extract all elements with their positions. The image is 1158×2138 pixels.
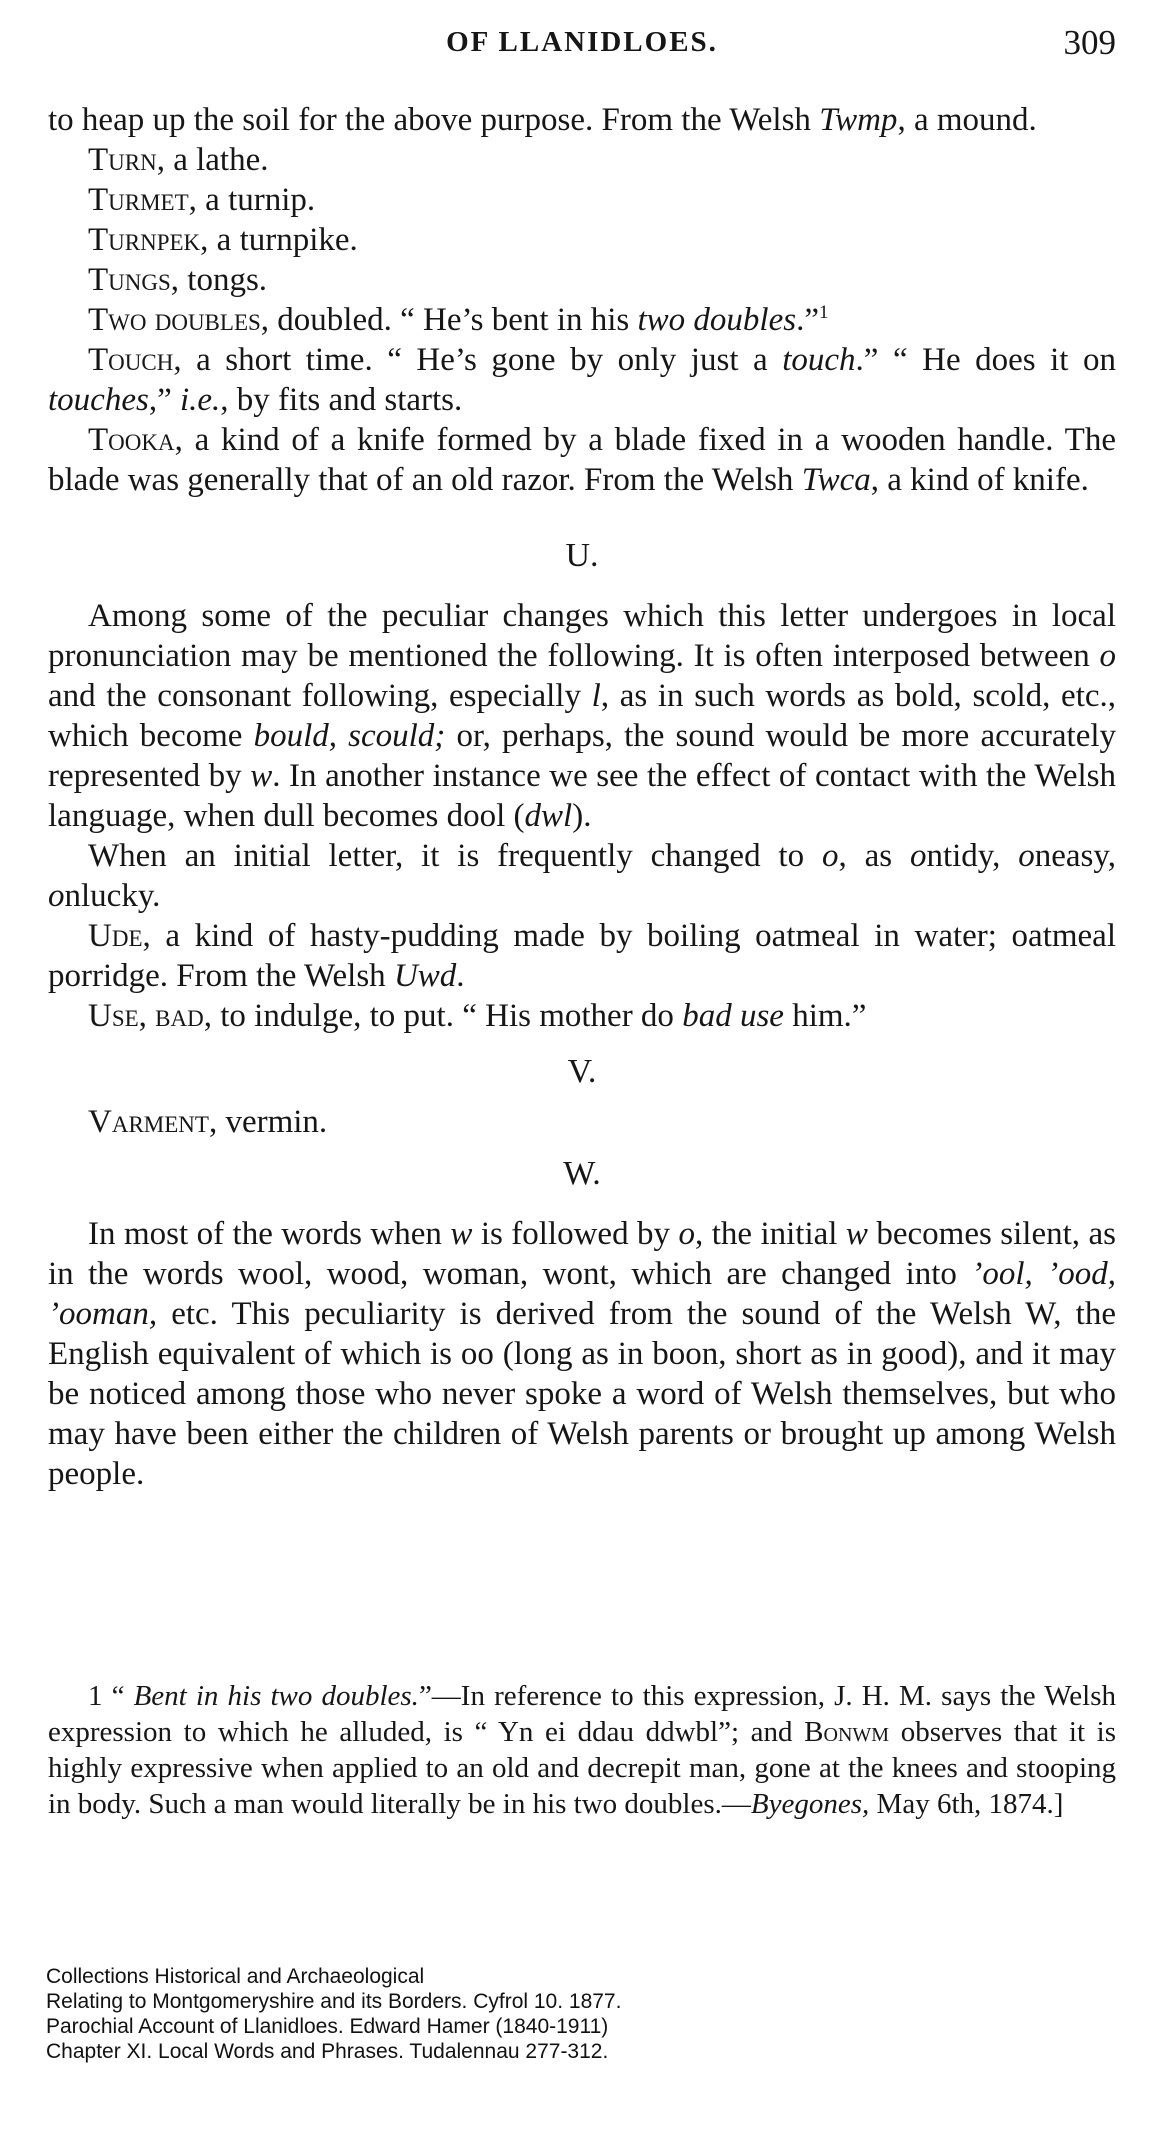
italic-run: Twca [801,462,871,498]
headword: Use, bad [88,998,204,1034]
text-run: Among some of the peculiar changes which this letter undergoes in local pronunciation may be mentioned the following. It is often interposed between [48,598,1116,674]
text-run: May 6th, 1874.] [869,1788,1064,1820]
text-run: to heap up the soil for the above purpose. [48,102,594,138]
definition: , a turnpike. [200,222,358,258]
text-run: When an initial letter, it is frequently changed to [88,838,822,874]
text-run: ). [572,798,592,834]
text-run: , a kind of hasty-pudding made by boiling oatmeal in water; oatmeal porridge. From the Welsh [48,918,1116,994]
italic-run: Bent in his two doubles. [133,1680,419,1712]
running-title: OF LLANIDLOES. [446,26,718,58]
entry-two-doubles [48,300,1116,340]
text-run: , by fits and starts. [220,382,463,418]
text-run: is followed by [472,1216,679,1252]
italic-run: w [250,758,273,794]
section-heading-u: U. [565,537,599,574]
entry-ude [48,916,1116,996]
entry-turnpek [48,220,1116,260]
footnote-ref: 1 [819,302,829,323]
body-text [48,100,1116,1494]
definition: , doubled. “ He’s bent in his [260,302,638,338]
italic-run: bould, scould; [253,718,446,754]
paragraph-w [48,1214,1116,1494]
text-run: becomes silent, as in the words wool, wood, woman, wont, which are changed into [48,1216,1116,1292]
text-run: .” “ He does it on [855,342,1116,378]
entry-turmet [48,180,1116,220]
text-run: ”—In reference to this expression, J. H. M. says the Welsh expression to which he alluded, is “ Yn ei ddau ddwbl”; and [48,1680,1116,1748]
text-run: nlucky. [64,878,161,914]
italic-run: Byegones, [750,1788,870,1820]
italic-run: o [821,838,839,874]
italic-run: touch [782,342,856,378]
footnote-1 [48,1678,1116,1822]
text-run: neasy, [1034,838,1116,874]
text-run: , a short time. “ He’s gone by only just a [173,342,783,378]
headword: Tooka [88,422,175,458]
text-run: “ [102,1680,134,1712]
section-heading-v: V. [567,1053,597,1090]
italic-run: l [591,678,601,714]
italic-run: o [48,878,65,914]
headword: Varment [88,1104,209,1140]
page-header [48,23,1116,66]
text-run: ntidy, [926,838,1019,874]
text-run: etc. This peculiarity is derived from the sound of the Welsh W, the English equivalent of which is oo (long as in boon, short as in good), and it may be noticed among those who never spoke a word of Welsh themselves, but who may have been either the children of Welsh parents or brought up among Welsh people. [48,1296,1116,1492]
paragraph-u-initial [48,836,1116,916]
entry-tooka [48,420,1116,500]
headword: Turn [88,142,157,178]
text-run: , the initial [695,1216,846,1252]
text-run: or, perhaps, the sound would be more accurately represented by [48,718,1117,794]
italic-run: Uwd [393,958,457,994]
headword: Turmet [88,182,189,218]
italic-run: two doubles [637,302,797,338]
page-number: 309 [1063,23,1116,62]
text-run: From the Welsh [593,102,820,138]
entry-turn [48,140,1116,180]
entry-varment [48,1102,1116,1142]
section-heading-w: W. [563,1155,601,1192]
text-run: , to indulge, to put. “ His mother do [203,998,683,1034]
headword: Turnpek [88,222,201,258]
italic-run: dwl [524,798,573,834]
paragraph-u-changes [48,596,1116,836]
italic-run: o [1018,838,1035,874]
text-run: .” [796,302,819,338]
caption-line: Collections Historical and Archaeological [46,1965,425,1988]
source-caption [46,1964,621,2064]
text-run: , as [838,838,910,874]
italic-run: touches [48,382,149,418]
text-run: observes that it is highly expressive when applied to an old and decrepit man, gone at the knees and stooping in body. Such a man would literally be in his two doubles.— [48,1716,1116,1820]
text-run: ,” [148,382,180,418]
italic-run: i.e. [179,382,221,418]
text-run: , a kind of a knife formed by a blade fixed in a wooden handle. The blade was generally that of an old razor. From the Welsh [48,422,1116,498]
small-caps-run: Bonwm [804,1716,890,1748]
text-run: and the consonant following, especially [48,678,592,714]
headword: Ude [88,918,143,954]
italic-run: o [909,838,927,874]
footnote-mark: 1 [88,1680,103,1712]
text-run: . In another instance we see the effect of contact with the Welsh language, when dull becomes dool ( [48,758,1116,834]
definition: , tongs. [170,262,268,298]
text-run: him.” [783,998,867,1034]
headword: Two doubles [88,302,261,338]
entry-use-bad [48,996,1116,1036]
italic-run: Twmp [819,102,898,138]
definition: , vermin. [208,1104,328,1140]
entry-tungs [48,260,1116,300]
text-run: , as in such words as bold, scold, etc., which become [48,678,1117,754]
text-run: . [456,958,465,994]
text-run: , a mound. [897,102,1037,138]
italic-run: w [450,1216,473,1252]
italic-run: bad use [682,998,784,1034]
caption-line: Parochial Account of Llanidloes. Edward Hamer (1840-1911) [46,2015,609,2038]
caption-line: Chapter XI. Local Words and Phrases. Tudalennau 277-312. [46,2040,609,2063]
entry-touch [48,340,1116,420]
caption-line: Relating to Montgomeryshire and its Borders. Cyfrol 10. 1877. [46,1990,622,2013]
definition: , a turnip. [188,182,316,218]
headword: Touch [88,342,174,378]
definition: , a lathe. [156,142,269,178]
italic-run: o [678,1216,695,1252]
paragraph-twmp [48,100,1116,140]
text-run: , a kind of knife. [870,462,1089,498]
footnote [48,1678,1116,1822]
italic-run: w [845,1216,868,1252]
headword: Tungs [88,262,171,298]
text-run: In most of the words when [88,1216,451,1252]
italic-run: o [1099,638,1116,674]
italic-run: ’ool, ’ood, ’ooman, [48,1256,1116,1332]
